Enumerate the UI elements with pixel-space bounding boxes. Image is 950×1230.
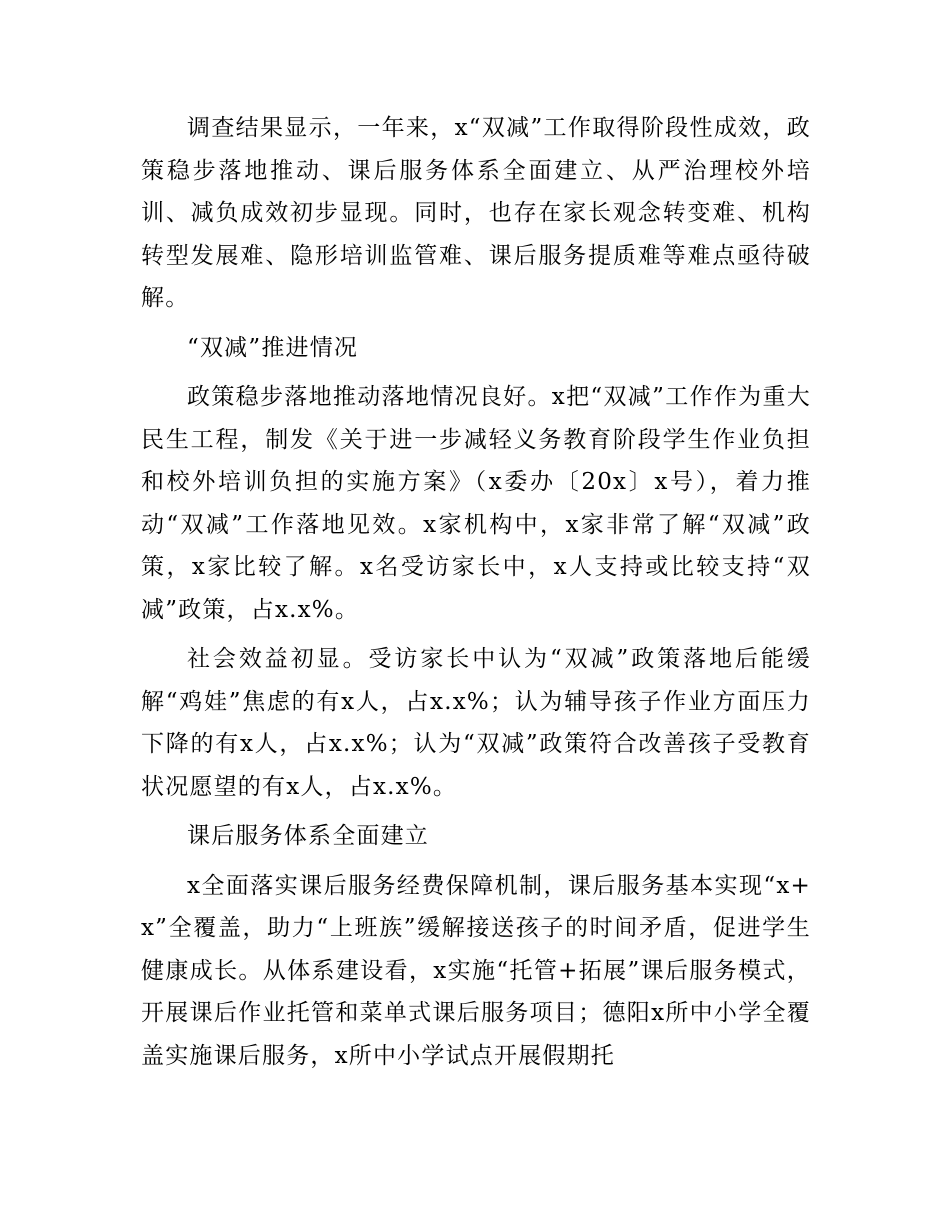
document-page — [141, 107, 811, 1084]
paragraph-social-benefit: 社会效益初显。受访家长中认为“双减”政策落地后能缓解“鸡娃”焦虑的有x人，占x.x%；认为辅导孩子作业方面压力下降的有x人，占x.x%；认为“双减”政策符合改善孩子受教育状况愿望的有x人，占x.x%。 — [141, 646, 811, 800]
paragraph-after-school: x全面落实课后服务经费保障机制，课后服务基本实现“x+x”全覆盖，助力“上班族”缓解接送孩子的时间矛盾，促进学生健康成长。从体系建设看，x实施“托管+拓展”课后服务模式，开展课后作业托管和菜单式课后服务项目；德阳x所中小学全覆盖实施课后服务，x所中小学试点开展假期托 — [141, 872, 811, 1069]
paragraph-summary: 调查结果显示，一年来，x“双减”工作取得阶段性成效，政策稳步落地推动、课后服务体系全面建立、从严治理校外培训、减负成效初步显现。同时，也存在家长观念转变难、机构转型发展难、隐形培训监管难、课后服务提质难等难点亟待破解。 — [141, 115, 811, 311]
section-heading-progress: “双减”推进情况 — [187, 334, 359, 361]
paragraph-policy: 政策稳步落地推动落地情况良好。x把“双减”工作作为重大民生工程，制发《关于进一步减轻义务教育阶段学生作业负担和校外培训负担的实施方案》（x委办〔20x〕x号），着力推动“双减”工作落地见效。x家机构中，x家非常了解“双减”政策，x家比较了解。x名受访家长中，x人支持或比较支持“双减”政策，占x.x%。 — [141, 384, 811, 623]
section-heading-after-school: 课后服务体系全面建立 — [187, 823, 429, 849]
